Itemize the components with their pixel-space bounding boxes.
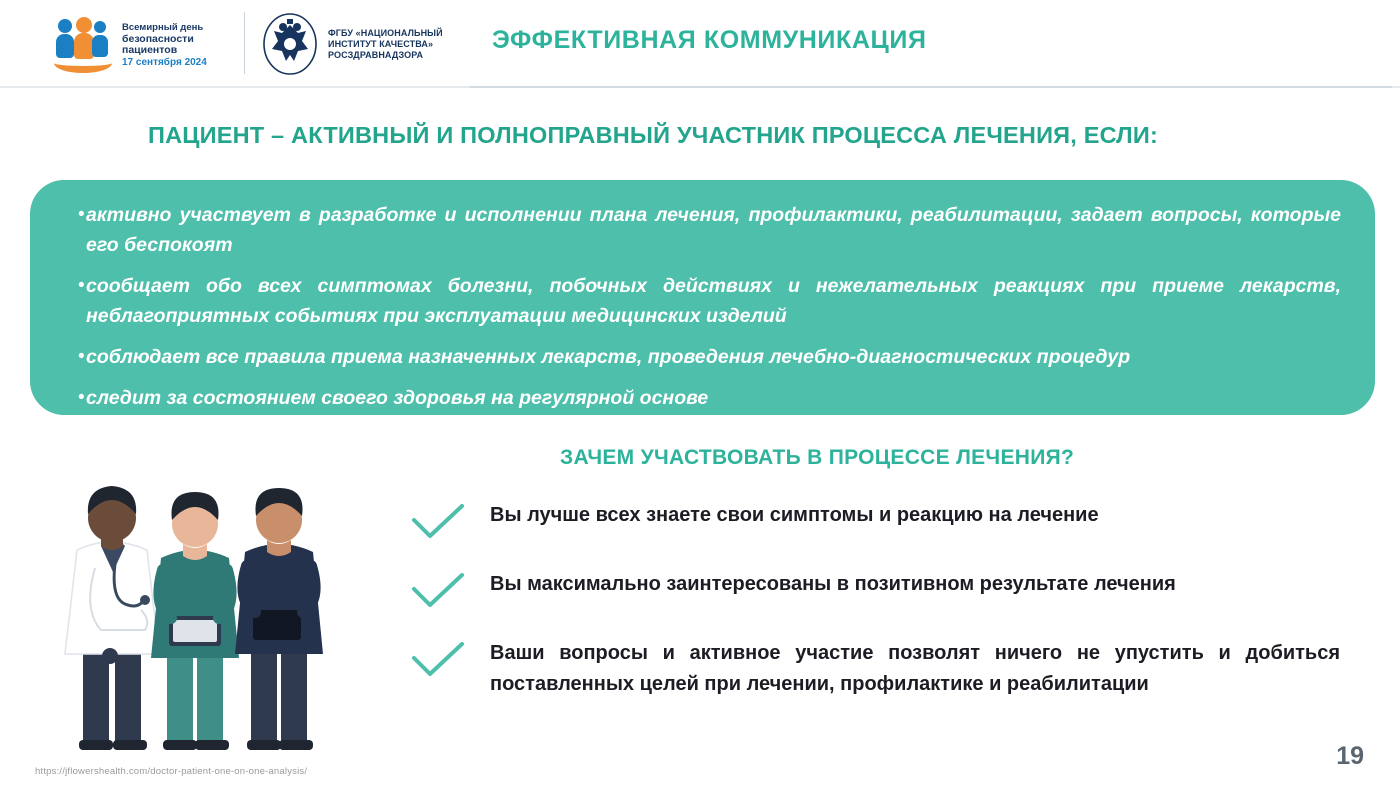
slide-header-title: ЭФФЕКТИВНАЯ КОММУНИКАЦИЯ [492,26,927,54]
benefit-text: Вы максимально заинтересованы в позитивном результате лечения [490,573,1176,595]
bullet-text: сообщает обо всех симптомах болезни, побочных действиях и нежелательных реакциях при приеме лекарств, неблагоприятных событиях при эксплуатации медицинских изделий [86,275,1341,327]
bullet-dot-icon: • [78,346,85,367]
benefit-text: Ваши вопросы и активное участие позволят ничего не упустить и добиться поставленных целей при лечении, профилактике и реабилитации [490,642,1340,695]
list-item [410,500,1340,547]
bullet-text: активно участвует в разработке и исполнении плана лечения, профилактики, реабилитации, задает вопросы, которые его беспокоят [86,204,1341,256]
patients-people-icon [52,17,114,73]
header-divider [470,86,1392,88]
section-subtitle: ЗАЧЕМ УЧАСТВОВАТЬ В ПРОЦЕССЕ ЛЕЧЕНИЯ? [560,446,1075,469]
bullet-dot-icon: • [78,275,85,296]
double-headed-eagle-emblem-icon [262,13,318,75]
list-item [410,638,1340,700]
world-patient-safety-day-logo [52,14,242,76]
rzn-line2: ИНСТИТУТ КАЧЕСТВА» [328,38,434,49]
roszdravnadzor-logo-text [328,28,443,61]
list-item [64,342,1341,372]
source-url: https://jflowershealth.com/doctor-patient-one-on-one-analysis/ [35,766,308,777]
checkmark-icon [410,638,490,685]
rzn-line1: ФГБУ «НАЦИОНАЛЬНЫЙ [328,27,443,38]
wsp-date: 17 сентября 2024 [122,56,207,68]
wsp-line1: Всемирный день [122,22,204,33]
bullets-panel [30,180,1375,415]
list-item [64,383,1341,413]
bullet-text: соблюдает все правила приема назначенных лекарств, проведения лечебно-диагностических процедур [86,346,1131,368]
wsp-line3: пациентов [122,44,178,56]
logo-arc-icon [54,53,112,73]
bullet-dot-icon: • [78,204,85,225]
wsp-line2: безопасности [122,32,194,45]
logo-separator [244,12,245,74]
checkmark-icon [410,569,490,616]
checkmark-icon [410,500,490,547]
page-number: 19 [1336,742,1364,770]
slide-header [0,0,1400,88]
list-item [64,271,1341,331]
wsp-logo-text [122,22,207,68]
benefits-list [410,500,1340,722]
page-title: ПАЦИЕНТ – АКТИВНЫЙ И ПОЛНОПРАВНЫЙ УЧАСТНИК ПРОЦЕССА ЛЕЧЕНИЯ, ЕСЛИ: [148,122,1158,148]
bullet-text: следит за состоянием своего здоровья на регулярной основе [86,387,709,409]
benefit-text: Вы лучше всех знаете свои симптомы и реакцию на лечение [490,504,1099,526]
rzn-line3: РОСЗДРАВНАДЗОРА [328,49,424,60]
list-item [410,569,1340,616]
list-item [64,200,1341,260]
bullet-dot-icon: • [78,387,85,408]
roszdravnadzor-logo [262,12,443,76]
medical-team-illustration [55,440,355,760]
